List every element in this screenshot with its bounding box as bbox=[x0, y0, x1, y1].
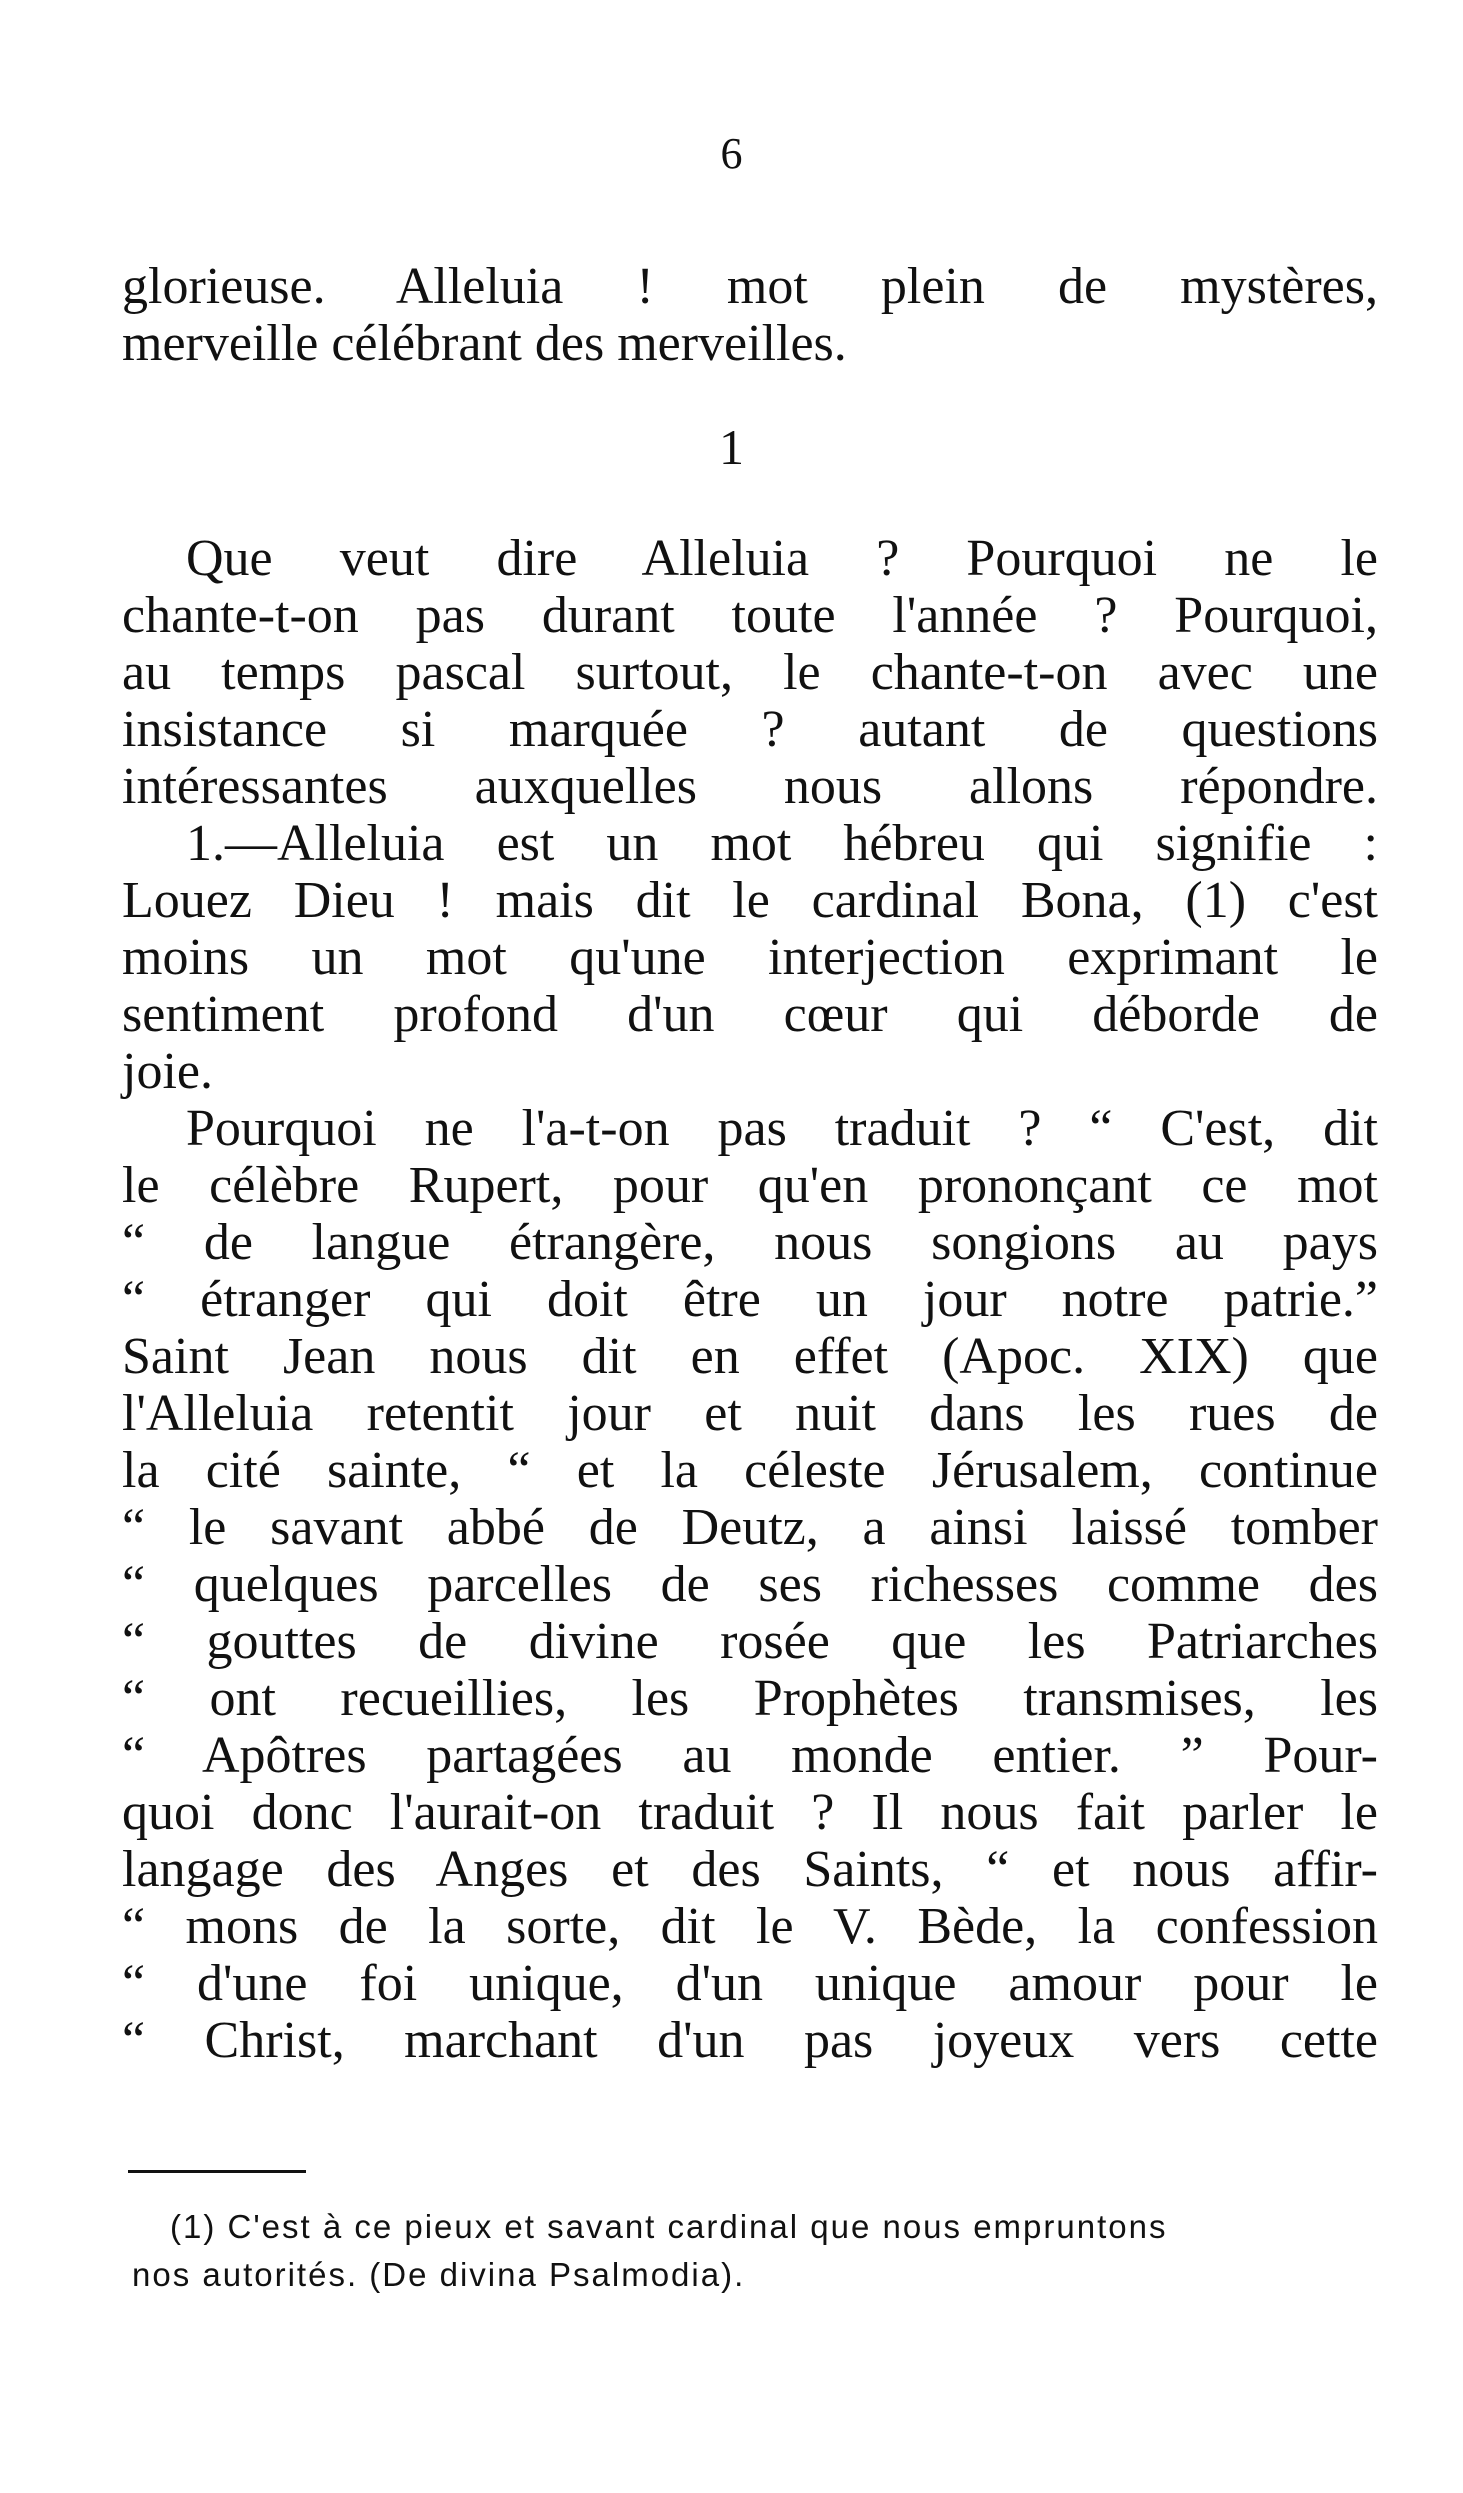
text-line: merveille célébrant des merveilles. bbox=[122, 315, 847, 372]
text-line: “ quelques parcelles de ses richesses comme des bbox=[122, 1556, 1378, 1613]
text-line: insistance si marquée ? autant de questions bbox=[122, 701, 1378, 758]
text-line: le célèbre Rupert, pour qu'en prononçant ce mot bbox=[122, 1157, 1378, 1214]
text-line: joie. bbox=[122, 1043, 213, 1100]
paragraph-questions bbox=[122, 530, 1378, 815]
text-line: 1.—Alleluia est un mot hébreu qui signifie : bbox=[186, 815, 1378, 872]
footnote-divider bbox=[128, 2170, 306, 2173]
text-line: glorieuse. Alleluia ! mot plein de mystères, bbox=[122, 258, 1378, 315]
text-line: “ gouttes de divine rosée que les Patriarches bbox=[122, 1613, 1378, 1670]
text-line: chante-t-on pas durant toute l'année ? Pourquoi, bbox=[122, 587, 1378, 644]
text-line: intéressantes auxquelles nous allons répondre. bbox=[122, 758, 1378, 815]
paragraph-translation bbox=[122, 1100, 1378, 2069]
text-line: “ Christ, marchant d'un pas joyeux vers cette bbox=[122, 2012, 1378, 2069]
text-line: “ ont recueillies, les Prophètes transmises, les bbox=[122, 1670, 1378, 1727]
text-line: l'Alleluia retentit jour et nuit dans les rues de bbox=[122, 1385, 1378, 1442]
section-number: 1 bbox=[719, 419, 744, 475]
text-line: Que veut dire Alleluia ? Pourquoi ne le bbox=[186, 530, 1378, 587]
text-line: sentiment profond d'un cœur qui déborde de bbox=[122, 986, 1378, 1043]
text-line: “ d'une foi unique, d'un unique amour pour le bbox=[122, 1955, 1378, 2012]
footnote bbox=[132, 2203, 1372, 2299]
text-line: “ étranger qui doit être un jour notre patrie.” bbox=[122, 1271, 1378, 1328]
text-line: langage des Anges et des Saints, “ et nous affir- bbox=[122, 1841, 1378, 1898]
text-line: Louez Dieu ! mais dit le cardinal Bona, (1) c'est bbox=[122, 872, 1378, 929]
text-line: “ le savant abbé de Deutz, a ainsi laissé tomber bbox=[122, 1499, 1378, 1556]
footnote-line: (1) C'est à ce pieux et savant cardinal que nous empruntons bbox=[170, 2208, 1168, 2245]
intro-paragraph bbox=[122, 258, 1378, 372]
text-line: Pourquoi ne l'a-t-on pas traduit ? “ C'est, dit bbox=[186, 1100, 1378, 1157]
text-line: au temps pascal surtout, le chante-t-on avec une bbox=[122, 644, 1378, 701]
text-line: “ de langue étrangère, nous songions au pays bbox=[122, 1214, 1378, 1271]
footnote-line: nos autorités. (De divina Psalmodia). bbox=[132, 2256, 746, 2293]
text-line: “ Apôtres partagées au monde entier. ” Pour- bbox=[122, 1727, 1378, 1784]
page-number: 6 bbox=[720, 129, 743, 178]
text-line: la cité sainte, “ et la céleste Jérusalem, continue bbox=[122, 1442, 1378, 1499]
text-line: quoi donc l'aurait-on traduit ? Il nous fait parler le bbox=[122, 1784, 1378, 1841]
paragraph-meaning bbox=[122, 815, 1378, 1100]
text-line: “ mons de la sorte, dit le V. Bède, la confession bbox=[122, 1898, 1378, 1955]
text-line: moins un mot qu'une interjection exprimant le bbox=[122, 929, 1378, 986]
text-line: Saint Jean nous dit en effet (Apoc. XIX) que bbox=[122, 1328, 1378, 1385]
